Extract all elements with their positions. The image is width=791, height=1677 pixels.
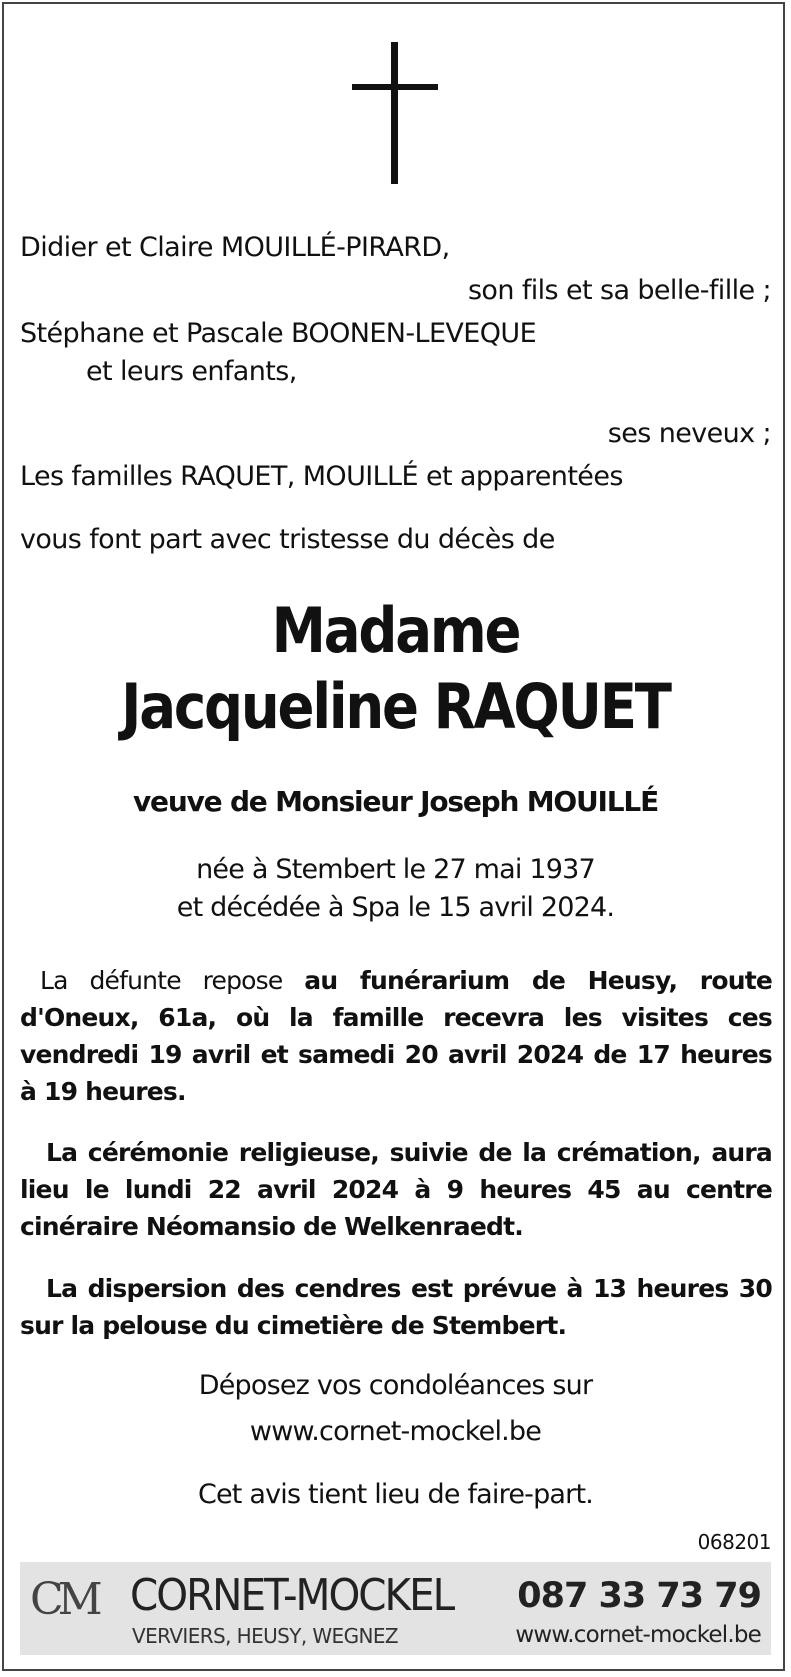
deceased-name: Jacqueline RAQUET <box>121 670 670 743</box>
family-line-1: Didier et Claire MOUILLÉ-PIRARD, <box>20 232 450 263</box>
family-line-4: et leurs enfants, <box>86 356 297 387</box>
family-line-3: Stéphane et Pascale BOONEN-LEVEQUE <box>20 318 537 349</box>
paragraph-visitation <box>20 962 772 1110</box>
condolences-url[interactable]: www.cornet-mockel.be <box>249 1416 542 1447</box>
deceased-title: Madame <box>271 594 520 667</box>
condolences-text: Déposez vos condoléances sur <box>198 1370 593 1401</box>
funeral-home-name: CORNET-MOCKEL <box>130 1570 454 1621</box>
paragraph-dispersion: La dispersion des cendres est prévue à 13 heures 30 sur la pelouse du cimetière de Stembert. <box>20 1274 772 1340</box>
family-line-2: son fils et sa belle-fille ; <box>467 275 771 306</box>
widow-line: veuve de Monsieur Joseph MOUILLÉ <box>133 785 658 818</box>
funeral-home-banner <box>20 1562 771 1655</box>
paragraph-ceremony: La cérémonie religieuse, suivie de la crémation, aura lieu le lundi 22 avril 2024 à 9 heures 45 au centre cinéraire Néomansio de Welkenraedt. <box>20 1138 772 1241</box>
visitation-intro: La défunte repose <box>40 966 305 995</box>
family-line-6: Les familles RAQUET, MOUILLÉ et apparentées <box>20 461 623 492</box>
cross-icon <box>352 42 438 184</box>
notice-text: Cet avis tient lieu de faire-part. <box>197 1479 594 1510</box>
visitation-details: au funérarium de Heusy, route d'Oneux, 61a, où la famille recevra les visites ces vendredi 19 avril et samedi 20 avril 2024 de 17 heures à 19 heures. <box>20 966 773 1106</box>
reference-code: 068201 <box>697 1530 771 1554</box>
death-line: et décédée à Spa le 15 avril 2024. <box>176 892 615 923</box>
funeral-home-logo: CM <box>30 1574 97 1625</box>
funeral-home-phone: 087 33 73 79 <box>517 1576 761 1616</box>
family-line-5: ses neveux ; <box>607 418 771 449</box>
funeral-home-url[interactable]: www.cornet-mockel.be <box>515 1622 761 1648</box>
birth-line: née à Stembert le 27 mai 1937 <box>196 854 595 885</box>
family-line-7: vous font part avec tristesse du décès de <box>20 524 555 555</box>
funeral-home-cities: VERVIERS, HEUSY, WEGNEZ <box>132 1624 398 1648</box>
